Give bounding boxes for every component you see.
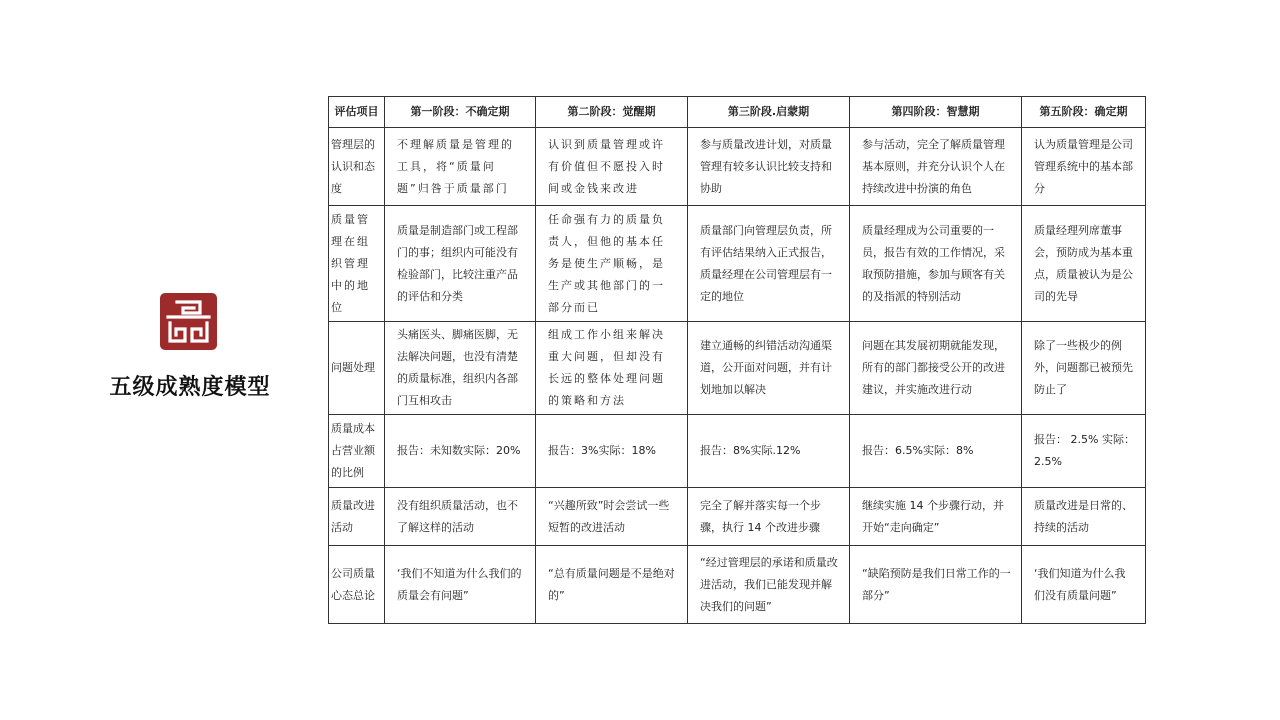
table-cell: 不理解质量是管理的工具，将“质量问题”归咎于质量部门	[385, 128, 536, 206]
table-cell: 报告：3%实际：18%	[536, 415, 688, 488]
table-cell: 质量经理成为公司重要的一员，报告有效的工作情况，采取预防措施，参加与顾客有关的及指派的特别活动	[850, 206, 1022, 322]
table-cell: 报告： 2.5% 实际：2.5%	[1022, 415, 1146, 488]
row-label: 问题处理	[329, 322, 385, 415]
header-stage-3: 第三阶段.启蒙期	[688, 97, 850, 128]
table-cell: ‘我们不知道为什么我们的质量会有问题”	[385, 546, 536, 624]
header-stage-4: 第四阶段：智慧期	[850, 97, 1022, 128]
row-label: 管理层的认识和态度	[329, 128, 385, 206]
table-cell: 头痛医头、脚痛医脚，无法解决问题，也没有清楚的质量标准，组织内各部门互相攻击	[385, 322, 536, 415]
table-row	[329, 415, 1146, 488]
slide-title: 五级成熟度模型	[109, 375, 271, 400]
header-assessment-item: 评估项目	[329, 97, 385, 128]
table-cell: 问题在其发展初期就能发现，所有的部门都接受公开的改进建议，并实施改进行动	[850, 322, 1022, 415]
table-cell: 参与活动，完全了解质量管理基本原则，并充分认识个人在持续改进中扮演的角色	[850, 128, 1022, 206]
table-cell: 认识到质量管理或许有价值但不愿投入时间或金钱来改进	[536, 128, 688, 206]
row-label: 质量管理在组织管理中的地位	[329, 206, 385, 322]
header-stage-1: 第一阶段：不确定期	[385, 97, 536, 128]
table-cell: “兴趣所致”时会尝试一些短暂的改进活动	[536, 488, 688, 546]
row-label: 公司质量心态总论	[329, 546, 385, 624]
table-cell: “经过管理层的承诺和质量改进活动，我们已能发现并解决我们的问题”	[688, 546, 850, 624]
table-row	[329, 322, 1146, 415]
table-row	[329, 488, 1146, 546]
table-row	[329, 206, 1146, 322]
logo-icon	[160, 293, 217, 350]
header-stage-5: 第五阶段：确定期	[1022, 97, 1146, 128]
table-cell: “总有质量问题是不是绝对的”	[536, 546, 688, 624]
table-cell: 继续实施 14 个步骤行动，并开始“走向确定”	[850, 488, 1022, 546]
table-cell: 质量改进是日常的、持续的活动	[1022, 488, 1146, 546]
table-cell: 组成工作小组来解决重大问题，但却没有长远的整体处理问题的策略和方法	[536, 322, 688, 415]
table-header-row	[329, 97, 1146, 128]
table-cell: 报告：6.5%实际：8%	[850, 415, 1022, 488]
table-cell: 质量经理列席董事会，预防成为基本重点，质量被认为是公司的先导	[1022, 206, 1146, 322]
table-cell: 报告：8%实际.12%	[688, 415, 850, 488]
table-row	[329, 546, 1146, 624]
table-cell: 报告：未知数实际：20%	[385, 415, 536, 488]
row-label: 质量改进活动	[329, 488, 385, 546]
table-cell: 没有组织质量活动，也不了解这样的活动	[385, 488, 536, 546]
row-label: 质量成本占营业额的比例	[329, 415, 385, 488]
table-cell: ‘我们知道为什么我们没有质量问题”	[1022, 546, 1146, 624]
table-cell: 建立通畅的纠错活动沟通渠道，公开面对问题，并有计划地加以解决	[688, 322, 850, 415]
table-cell: “缺陷预防是我们日常工作的一部分”	[850, 546, 1022, 624]
table-cell: 任命强有力的质量负责人，但他的基本任务是使生产顺畅，是生产或其他部门的一部分而已	[536, 206, 688, 322]
table-cell: 参与质量改进计划，对质量管理有较多认识比较支持和协助	[688, 128, 850, 206]
table-cell: 除了一些极少的例外，问题都已被预先防止了	[1022, 322, 1146, 415]
table-cell: 完全了解并落实每一个步骤，执行 14 个改进步骤	[688, 488, 850, 546]
table-row	[329, 128, 1146, 206]
maturity-model-table	[328, 96, 1146, 624]
table-cell: 质量是制造部门或工程部门的事；组织内可能没有检验部门，比较注重产品的评估和分类	[385, 206, 536, 322]
header-stage-2: 第二阶段：觉醒期	[536, 97, 688, 128]
table-cell: 质量部门向管理层负责，所有评估结果纳入正式报告，质量经理在公司管理层有一定的地位	[688, 206, 850, 322]
table-cell: 认为质量管理是公司管理系统中的基本部分	[1022, 128, 1146, 206]
